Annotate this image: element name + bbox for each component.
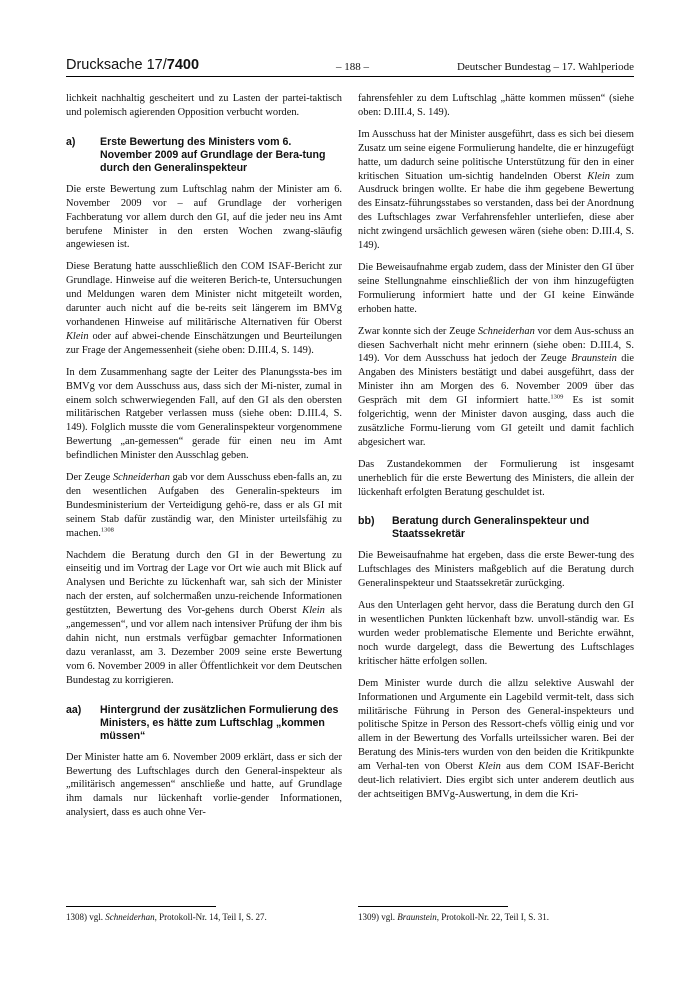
footnote-ref-1308[interactable]: 1308	[100, 526, 114, 534]
heading-number: a)	[66, 135, 76, 148]
paragraph: Die Beweisaufnahme ergab zudem, dass der Minister den GI über seine Stellungnahme einschließlich der von ihm hinzugefügten Formulierung informiert hatte und der GI keine Einwände erhoben hatte.	[358, 261, 634, 315]
paragraph: Die Beweisaufnahme hat ergeben, dass die erste Bewer-tung des Luftschlages des Ministers maßgeblich auf die Beratung durch Generalinspekteur und Staatssekretär zurückging.	[358, 550, 634, 590]
section-heading-aa	[66, 704, 342, 743]
paragraph: Diese Beratung hatte ausschließlich den COM ISAF-Bericht zur Grundlage. Hinweise auf die weiteren Berich-te, Untersuchungen und Meldungen waren dem Minister nicht mitgeteilt worden, darunter auch nicht auf die be-reits seit längerem im BMVg vorhandenen Hinweise auf militärische Alternativen für Oberst Klein oder auf abwei-chende Einschätzungen und Beurteilungen zur Frage der Angemessenheit (siehe oben: D.III.4, S. 149).	[66, 261, 342, 356]
section-heading-a	[66, 136, 342, 175]
heading-number: aa)	[66, 703, 82, 716]
paragraph: Nachdem die Beratung durch den GI in der Bewertung zu einseitig und im Vortrag der Lage vor Ort wie auch mit Blick auf Analysen und Berichte zu lückenhaft war, sah sich der Minister nach der ersten, auf solchermaßen unzu-reichende Informationen gestützten, Bewertung des Vor-gehens durch Oberst Klein als „angemessen“, und vor allem nach intensiver Prüfung der ihm bis dahin nicht, nun erstmals verfügbar gemachter Informationen dazu veranlasst, am 3. Dezember 2009 seine erste Bewertung vom 6. November 2009 in aller Öffentlichkeit vor dem Deutschen Bundestag zu korrigieren.	[66, 549, 342, 686]
footnote-1309: 1309) vgl. Braunstein, Protokoll-Nr. 22, Teil I, S. 31.	[358, 912, 549, 922]
document-number-value: 7400	[166, 57, 200, 73]
footnote-1308: 1308) vgl. Schneiderhan, Protokoll-Nr. 14, Teil I, S. 27.	[66, 912, 267, 922]
parliament-term: Deutscher Bundestag – 17. Wahlperiode	[456, 61, 634, 73]
right-column	[358, 92, 634, 810]
paragraph: Das Zustandekommen der Formulierung ist insgesamt unerheblich für die erste Bewertung des Ministers, die allein der lückenhaft erfolgten Beratung geschuldet ist.	[358, 458, 634, 498]
paragraph: In dem Zusammenhang sagte der Leiter des Planungssta-bes im BMVg vor dem Ausschuss aus, dass sich der Mi-nister, zumal in einem solch schwerwiegenden Fall, auf den GI als den obersten militärischen Ratgeber verlassen muss (siehe oben: D.III.4, S. 149). Folglich musste die vom Generalinspekteur vorgenommene Bewertung „an-gemessen“ gerade für einen neu im Amt befindlichen Minister den Ausschlag geben.	[66, 366, 342, 462]
page-header	[66, 56, 634, 77]
paragraph: lichkeit nachhaltig gescheitert und zu Lasten der partei-taktisch und polemisch agierenden Opposition verbucht worden.	[66, 93, 342, 118]
page-number: – 188 –	[336, 61, 369, 73]
heading-number: bb)	[358, 515, 375, 528]
heading-title: Hintergrund der zusätzlichen Formulierung des Ministers, es hätte zum Luftschlag „kommen müssen“	[100, 703, 339, 742]
document-number-prefix: Drucksache 17/	[66, 57, 167, 73]
paragraph: Die erste Bewertung zum Luftschlag nahm der Minister am 6. November 2009 vor – auf Grundlage der vorherigen Fachberatung vor allem durch den GI, auf die jeder neu ins Amt berufene Minister in den ersten Wochen zwang-släufig angewiesen ist.	[66, 183, 342, 251]
footnote-divider	[358, 906, 508, 907]
document-number	[66, 57, 199, 73]
heading-title: Erste Bewertung des Ministers vom 6. November 2009 auf Grundlage der Bera-tung durch den Generalinspekteur	[100, 135, 326, 174]
footnote-divider	[66, 906, 216, 907]
left-column	[66, 92, 342, 828]
paragraph: Dem Minister wurde durch die allzu selektive Auswahl der Informationen und Argumente ein Lagebild vermit-telt, dass sich militärische Führung in Person des General-inspekteurs und politische Spitze in Person des Ressort-chefs völlig einig und vor allem in der Bewertung des Vorfalls urteilssicher waren. Bei der Beratung des Minis-ters wurden von den beiden die Kritikpunkte am Verhal-ten von Oberst Klein aus dem COM ISAF-Bericht deut-lich relativiert. Dies ergibt sich unter anderem deutlich aus der achtseitigen BMVg-Auswertung, in dem die Kri-	[358, 677, 634, 800]
paragraph: fahrensfehler zu dem Luftschlag „hätte kommen müssen“ (siehe oben: D.III.4, S. 149).	[358, 93, 634, 118]
paragraph: Der Minister hatte am 6. November 2009 erklärt, dass er sich der Bewertung des Luftschlages durch den General-inspekteur als „militärisch angemessen“ anschließe und hatte, auf Grundlage ihm damals nur lückenhaft vorlie-gender Informationen, analysiert, dass es auch ohne Ver-	[66, 751, 342, 819]
paragraph: Zwar konnte sich der Zeuge Schneiderhan vor dem Aus-schuss an diesen Sachverhalt nicht mehr erinnern (siehe oben: D.III.4, S. 149). Vor dem Ausschuss hat jedoch der Zeuge Braunstein die Angaben des Ministers bestätigt und dabei ausgeführt, dass der Minister ihn am Morgen des 6. November 2009 über das Gespräch mit dem GI informiert hatte.$^{1309}$ Es ist somit folgerichtig, wenn der Minister davon ausging, dass auch die zusätzliche Formu-lierung vom GI geteilt und damit fachlich abgesichert war.	[358, 325, 635, 448]
paragraph: Der Zeuge Schneiderhan gab vor dem Ausschuss eben-falls an, zu den wesentlichen Aufgaben des Generalin-spekteurs im Bundesministerium der Verteidigung gehö-re, dass er als GI mit seinem Stab dafür zuständig war, den Minister urteilsfähig zu machen.$^{1308}$	[66, 472, 342, 539]
footnote-ref-1309[interactable]: 1309	[550, 393, 564, 401]
heading-title: Beratung durch Generalinspekteur und Staatssekretär	[392, 515, 590, 541]
section-heading-bb	[358, 515, 634, 541]
paragraph: Aus den Unterlagen geht hervor, dass die Beratung durch den GI in wesentlichen Punkten lückenhaft bzw. unvoll-ständig war. Es wurden weder problematische Elemente und Berichte erwähnt, noch wurde dargelegt, dass die Bewertung des Luftschlages kritischer hätte erfolgen sollen.	[358, 600, 634, 667]
paragraph: Im Ausschuss hat der Minister ausgeführt, dass es sich bei diesem Zusatz um seine eigene Formulierung handelte, die er hinzugefügt hatte, um dadurch seine politische Unterstützung für den in einer kritischen Situation um-sichtig handelnden Oberst Klein zum Ausdruck bringen wollte. Er habe die ihm gegebene Bewertung des Einsatz-führungsstabes so verstanden, dass bei der Anordnung des Luftschlages zwar Verfahrensfehler unterliefen, diese aber nicht zwingend ursächlich gewesen wären (siehe oben: D.III.4, S. 149).	[358, 128, 634, 252]
